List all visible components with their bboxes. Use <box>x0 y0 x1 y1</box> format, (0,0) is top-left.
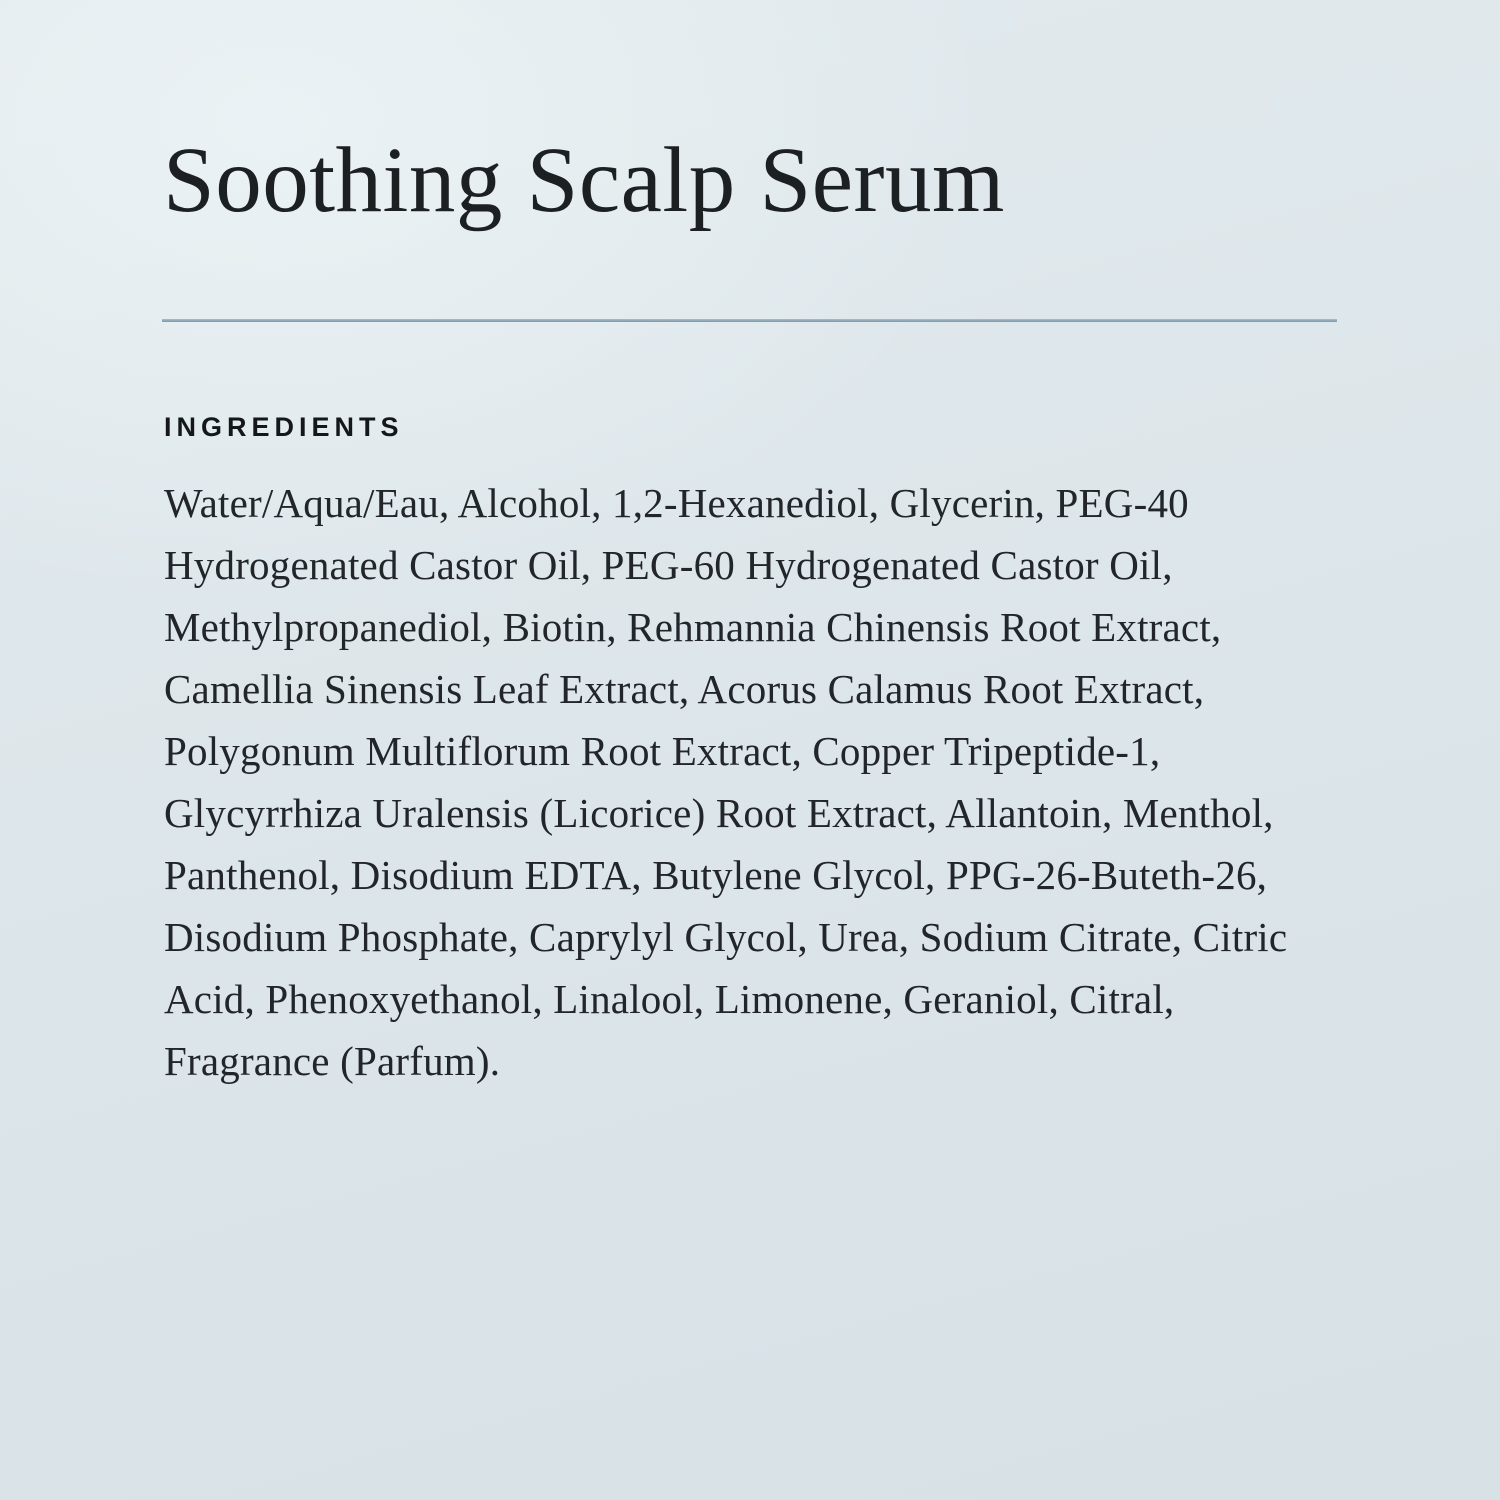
ingredients-text: Water/Aqua/Eau, Alcohol, 1,2-Hexanediol, Glycerin, PEG-40 Hydrogenated Castor Oil, PEG-60 Hydrogenated Castor Oil, Methylpropanediol, Biotin, Rehmannia Chinensis Root Extract, Camellia Sinensis Leaf Extract, Acorus Calamus Root Extract, Polygonum Multiflorum Root Extract, Copper Tripeptide-1, Glycyrrhiza Uralensis (Licorice) Root Extract, Allantoin, Menthol, Panthenol, Disodium EDTA, Butylene Glycol, PPG-26-Buteth-26, Disodium Phosphate, Caprylyl Glycol, Urea, Sodium Citrate, Citric Acid, Phenoxyethanol, Linalool, Limonene, Geraniol, Citral, Fragrance (Parfum). <box>164 480 1288 1084</box>
product-title: Soothing Scalp Serum <box>163 129 1005 232</box>
ingredients-heading: INGREDIENTS <box>164 412 404 442</box>
section-divider <box>162 319 1337 322</box>
